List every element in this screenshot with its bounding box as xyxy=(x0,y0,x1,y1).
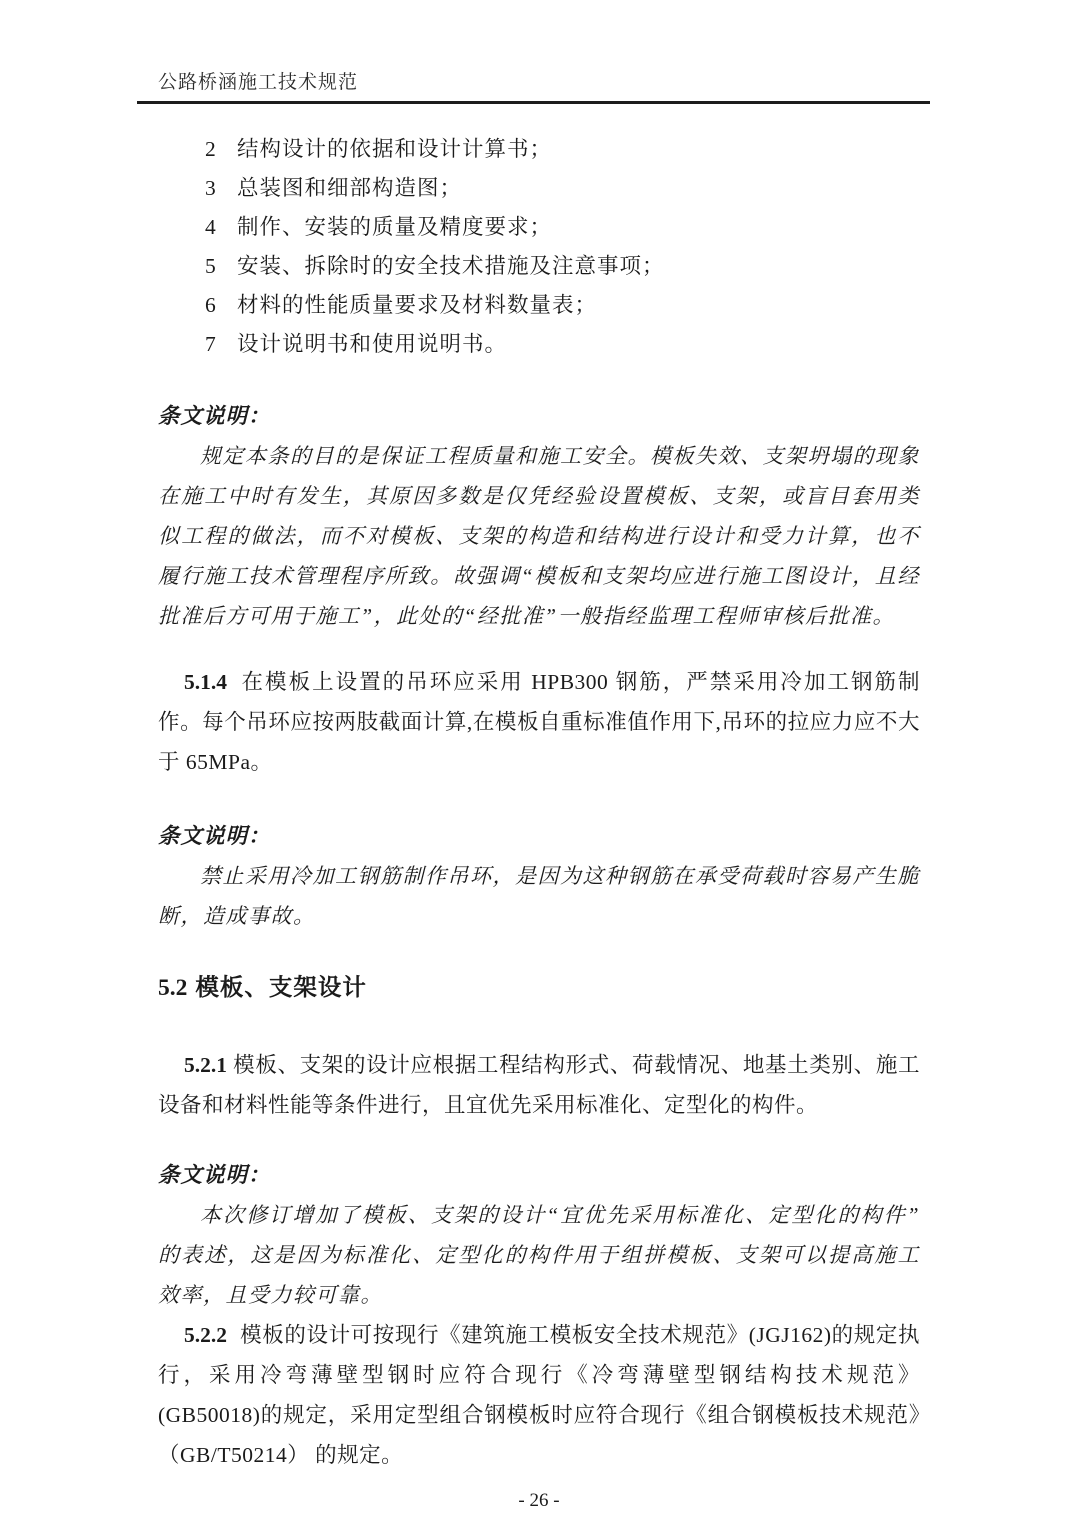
section-heading-5-2 xyxy=(158,972,920,1003)
section-title: 模板、支架设计 xyxy=(195,974,367,1000)
list-item xyxy=(158,286,920,325)
explanation-label: 条文说明： xyxy=(158,404,271,428)
clause-5-1-4 xyxy=(158,662,920,782)
clause-text: 模板的设计可按现行《建筑施工模板安全技术规范》(JGJ162)的规定执行，采用冷弯薄壁型钢时应符合现行《冷弯薄壁型钢结构技术规范》(GB50018)的规定，采用定型组合钢模板时应符合现行《组合钢模板技术规范》（GB/T50214） 的规定。 xyxy=(158,1323,920,1467)
clause-number: 5.1.4 xyxy=(184,670,227,694)
list-item xyxy=(158,325,920,364)
section-number: 5.2 xyxy=(158,975,188,1001)
list-item xyxy=(158,169,920,208)
list-item xyxy=(158,247,920,286)
list-item-number: 7 xyxy=(205,332,217,356)
explanation-label: 条文说明： xyxy=(158,1163,271,1187)
list-item-text: 总装图和细部构造图； xyxy=(237,176,463,200)
explanation-block-3 xyxy=(158,1155,920,1315)
list-item-text: 材料的性能质量要求及材料数量表； xyxy=(237,293,598,317)
clause-text: 在模板上设置的吊环应采用 HPB300 钢筋，严禁采用冷加工钢筋制作。每个吊环应按两肢截面计算,在模板自重标准值作用下,吊环的拉应力应不大于 65MPa。 xyxy=(158,670,920,774)
list-item-number: 6 xyxy=(205,293,217,317)
list-item-number: 3 xyxy=(205,176,217,200)
list-item-number: 2 xyxy=(205,137,217,161)
explanation-label: 条文说明： xyxy=(158,824,271,848)
explanation-block-1 xyxy=(158,396,920,636)
clause-number: 5.2.2 xyxy=(184,1323,227,1347)
page-header xyxy=(137,72,930,104)
running-title: 公路桥涵施工技术规范 xyxy=(158,72,359,93)
list-item-text: 安装、拆除时的安全技术措施及注意事项； xyxy=(237,254,665,278)
list-item-number: 4 xyxy=(205,215,217,239)
clause-number: 5.2.1 xyxy=(184,1053,227,1077)
clause-text: 模板、支架的设计应根据工程结构形式、荷载情况、地基土类别、施工设备和材料性能等条件进行，且宜优先采用标准化、定型化的构件。 xyxy=(158,1053,920,1117)
numbered-list xyxy=(158,130,920,364)
explanation-text: 规定本条的目的是保证工程质量和施工安全。模板失效、支架坍塌的现象在施工中时有发生，其原因多数是仅凭经验设置模板、支架，或盲目套用类似工程的做法，而不对模板、支架的构造和结构进行设计和受力计算，也不履行施工技术管理程序所致。故强调“模板和支架均应进行施工图设计，且经批准后方可用于施工”，此处的“经批准”一般指经监理工程师审核后批准。 xyxy=(158,444,920,628)
list-item-text: 制作、安装的质量及精度要求； xyxy=(237,215,553,239)
list-item-number: 5 xyxy=(205,254,217,278)
page-number: - 26 - xyxy=(518,1490,560,1511)
list-item-text: 结构设计的依据和设计计算书； xyxy=(237,137,553,161)
explanation-text: 禁止采用冷加工钢筋制作吊环，是因为这种钢筋在承受荷载时容易产生脆断，造成事故。 xyxy=(158,864,920,928)
explanation-text: 本次修订增加了模板、支架的设计“宜优先采用标准化、定型化的构件”的表述，这是因为标准化、定型化的构件用于组拼模板、支架可以提高施工效率，且受力较可靠。 xyxy=(158,1203,920,1307)
list-item xyxy=(158,208,920,247)
list-item xyxy=(158,130,920,169)
list-item-text: 设计说明书和使用说明书。 xyxy=(237,332,508,356)
clause-5-2-2 xyxy=(158,1315,920,1475)
clause-5-2-1 xyxy=(158,1045,920,1125)
page-footer xyxy=(158,1489,920,1513)
explanation-block-2 xyxy=(158,816,920,936)
